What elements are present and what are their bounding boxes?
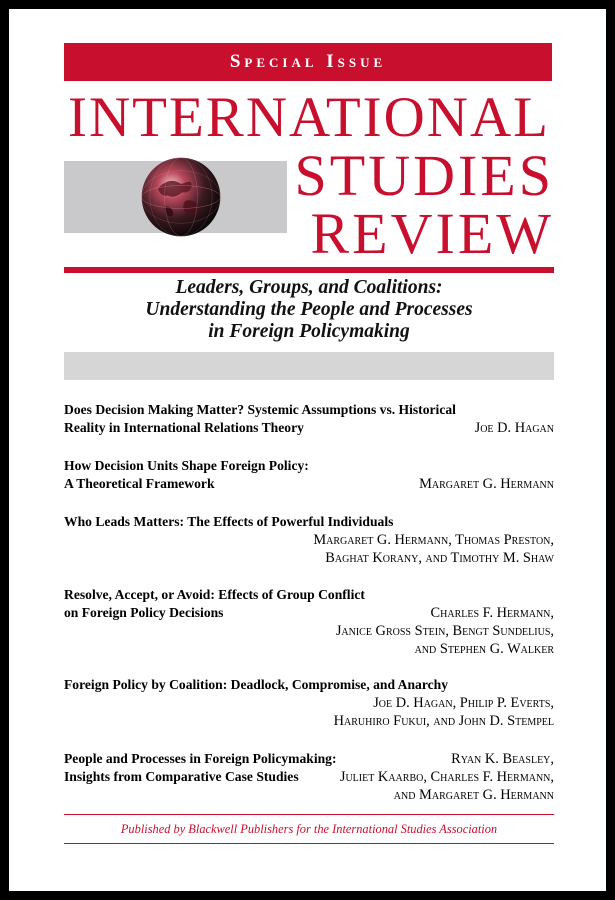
toc-author-line: Janice Gross Stein, Bengt Sundelius, [335,623,554,639]
toc-entry [64,676,554,730]
footer-rule-top [64,814,554,815]
toc-title-line: People and Processes in Foreign Policymaking: [64,751,337,766]
toc-title-line: A Theoretical Framework [64,476,215,491]
toc-title-line: Insights from Comparative Case Studies [64,769,299,784]
toc-title-line: Foreign Policy by Coalition: Deadlock, Compromise, and Anarchy [64,677,449,692]
toc-author-line: Joe D. Hagan, Philip P. Everts, [373,695,554,711]
journal-cover [9,9,606,891]
journal-title-line-2: STUDIES [294,143,554,208]
toc-author-line: Charles F. Hermann, [430,605,554,621]
toc-entry [64,401,554,437]
globe-icon [140,156,222,238]
toc-author-line: and Margaret G. Hermann [393,787,554,803]
journal-title-line-1: INTERNATIONAL [68,86,550,149]
special-issue-banner [64,43,552,81]
toc-entry [64,513,554,567]
gray-divider-band [64,352,554,380]
table-of-contents [64,401,554,804]
toc-title-line: How Decision Units Shape Foreign Policy: [64,458,309,473]
toc-title-line: Reality in International Relations Theory [64,420,304,435]
journal-title-line-3: REVIEW [310,201,554,266]
toc-author-line: Baghat Korany, and Timothy M. Shaw [325,550,554,566]
issue-subtitle [64,277,554,343]
toc-title-line: Does Decision Making Matter? Systemic Assumptions vs. Historical [64,402,456,417]
subtitle-line-3: in Foreign Policymaking [208,321,410,342]
publisher-footer: Published by Blackwell Publishers for the International Studies Association [120,822,498,836]
toc-author-line: Joe D. Hagan [474,420,554,436]
toc-author-line: Haruhiro Fukui, and John D. Stempel [333,713,554,729]
toc-title-line: Who Leads Matters: The Effects of Powerful Individuals [64,514,394,529]
subtitle-line-2: Understanding the People and Processes [145,299,473,320]
banner-text: Special Issue [229,51,387,72]
red-divider [64,267,554,273]
toc-entry [64,586,554,658]
subtitle-line-1: Leaders, Groups, and Coalitions: [175,277,443,298]
toc-author-line: and Stephen G. Walker [414,641,554,657]
toc-title-line: Resolve, Accept, or Avoid: Effects of Group Conflict [64,587,365,602]
toc-author-line: Ryan K. Beasley, [451,751,554,767]
toc-author-line: Margaret G. Hermann [419,476,554,492]
footer-rule-bottom [64,843,554,844]
toc-author-line: Margaret G. Hermann, Thomas Preston, [313,532,554,548]
toc-author-line: Juliet Kaarbo, Charles F. Hermann, [339,769,554,785]
toc-title-line: on Foreign Policy Decisions [64,605,224,620]
toc-entry [64,750,554,804]
toc-entry [64,457,554,493]
